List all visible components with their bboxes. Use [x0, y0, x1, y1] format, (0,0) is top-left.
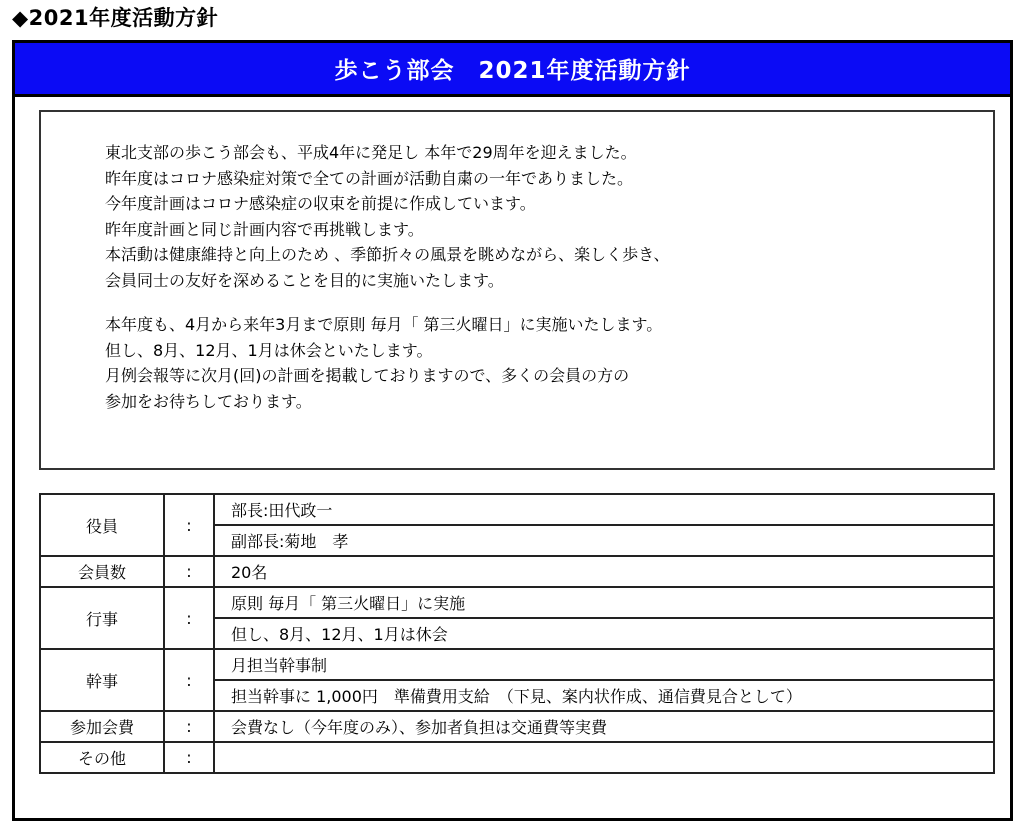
- row-value: 原則 毎月「 第三火曜日」に実施: [214, 587, 994, 618]
- policy-line: 今年度計画はコロナ感染症の収束を前提に作成しています。: [105, 194, 536, 213]
- row-value: 会費なし（今年度のみ）、参加者負担は交通費等実費: [214, 711, 994, 742]
- policy-line: 昨年度はコロナ感染症対策で全ての計画が活動自粛の一年でありました。: [105, 168, 634, 188]
- row-value: 但し、8月、12月、1月は休会: [214, 618, 994, 649]
- colon: :: [164, 556, 214, 587]
- row-label: 役員: [40, 494, 164, 556]
- row-label: 参加会費: [40, 711, 164, 742]
- table-row-members: [40, 556, 994, 587]
- row-label: 会員数: [40, 556, 164, 587]
- row-value: 部長:田代政一: [214, 494, 994, 525]
- table-row-organizers: [40, 649, 994, 680]
- colon: :: [164, 494, 214, 556]
- colon: :: [164, 711, 214, 742]
- banner-title: 歩こう部会 2021年度活動方針: [15, 43, 1010, 97]
- policy-line: 東北支部の歩こう部会も、平成4年に発足し 本年で29周年を迎えました。: [105, 143, 637, 162]
- table-row-other: [40, 742, 994, 773]
- policy-text-box: [39, 110, 995, 470]
- row-label: その他: [40, 742, 164, 773]
- policy-line: 会員同士の友好を深めることを目的に実施いたします。: [105, 270, 504, 290]
- info-table: [39, 493, 995, 774]
- table-row-events: [40, 587, 994, 618]
- table-row-officers: [40, 494, 994, 525]
- policy-line: 参加をお待ちしております。: [105, 391, 312, 411]
- row-value: 担当幹事に 1,000円 準備費用支給 （下見、案内状作成、通信費見合として）: [214, 680, 994, 711]
- policy-frame: [12, 40, 1013, 821]
- row-label: 幹事: [40, 649, 164, 711]
- row-value: [214, 742, 994, 773]
- paragraph-gap: [105, 293, 973, 312]
- policy-line: 月例会報等に次月(回)の計画を掲載しておりますので、多くの会員の方の: [105, 366, 630, 385]
- row-label: 行事: [40, 587, 164, 649]
- policy-line: 但し、8月、12月、1月は休会といたします。: [105, 340, 433, 360]
- policy-line: 本年度も、4月から来年3月まで原則 毎月「 第三火曜日」に実施いたします。: [105, 315, 663, 334]
- policy-line: 昨年度計画と同じ計画内容で再挑戦します。: [105, 219, 424, 239]
- policy-line: 本活動は健康維持と向上のため 、季節折々の風景を眺めながら、楽しく歩き、: [105, 245, 670, 264]
- row-value: 20名: [214, 556, 994, 587]
- colon: :: [164, 649, 214, 711]
- table-row-fee: [40, 711, 994, 742]
- colon: :: [164, 742, 214, 773]
- colon: :: [164, 587, 214, 649]
- row-value: 月担当幹事制: [214, 649, 994, 680]
- policy-text: [105, 140, 973, 414]
- row-value: 副部長:菊地 孝: [214, 525, 994, 556]
- page-heading: ◆2021年度活動方針: [12, 6, 219, 30]
